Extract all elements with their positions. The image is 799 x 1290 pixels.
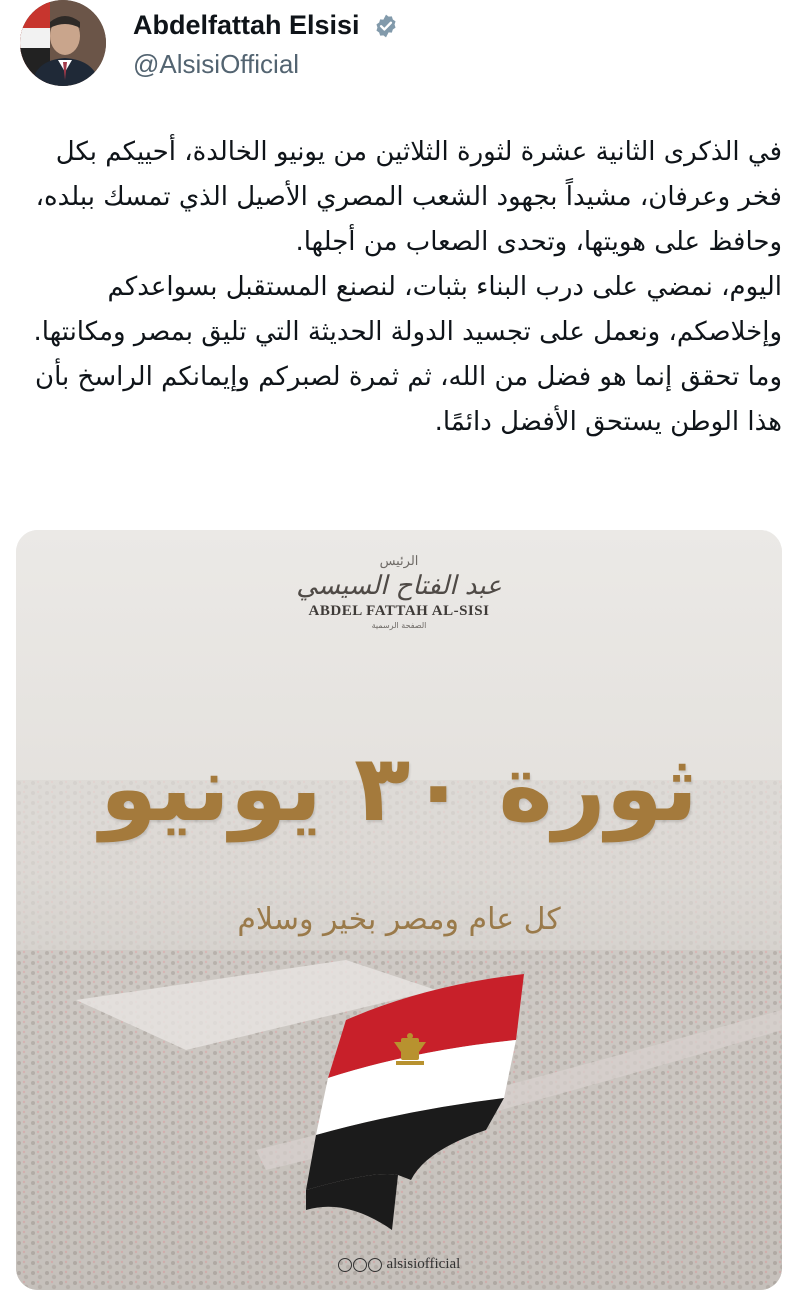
- author-display-name[interactable]: Abdelfattah Elsisi: [133, 10, 360, 40]
- watermark: [16, 1256, 782, 1273]
- twitter-icon: [368, 1258, 382, 1272]
- avatar-image: [20, 0, 106, 86]
- facebook-icon: [338, 1258, 352, 1272]
- instagram-icon: [353, 1258, 367, 1272]
- author-handle[interactable]: @AlsisiOfficial: [133, 49, 300, 79]
- logo-english-name: ABDEL FATTAH AL-SISI: [308, 603, 490, 619]
- egypt-flag-icon: [16, 530, 782, 1290]
- tweet-paragraph: اليوم، نمضي على درب البناء بثبات، لنصنع المستقبل بسواعدكم وإخلاصكم، ونعمل على تجسيد الدولة الحديثة التي تليق بمصر ومكانتها. وما تحقق إنما هو فضل من الله، ثم ثمرة لصبركم وإيمانكم الراسخ بأن هذا الوطن يستحق الأفضل دائمًا.: [33, 272, 782, 437]
- logo-subtitle: الصفحة الرسمية: [371, 621, 427, 630]
- watermark-handle: alsisiofficial: [386, 1256, 461, 1272]
- avatar[interactable]: [20, 0, 106, 86]
- subline: كل عام ومصر بخير وسلام: [237, 902, 561, 937]
- tweet-text: [20, 130, 782, 445]
- headline: ثورة ٣٠ يونيو: [100, 735, 698, 842]
- verified-badge-icon: [373, 13, 399, 39]
- tweet-paragraph: في الذكرى الثانية عشرة لثورة الثلاثين من يونيو الخالدة، أحييكم بكل فخر وعرفان، مشيداً بجهود الشعب المصري الأصيل الذي تمسك ببلده، وحافظ على هويتها، وتحدى الصعاب من أجلها.: [35, 137, 782, 257]
- tweet-media-image[interactable]: [16, 530, 782, 1290]
- tweet-header: [16, 0, 783, 90]
- logo-title: الرئيس: [379, 554, 419, 569]
- logo-arabic-calligraphy: عبد الفتاح السيسي: [296, 571, 502, 601]
